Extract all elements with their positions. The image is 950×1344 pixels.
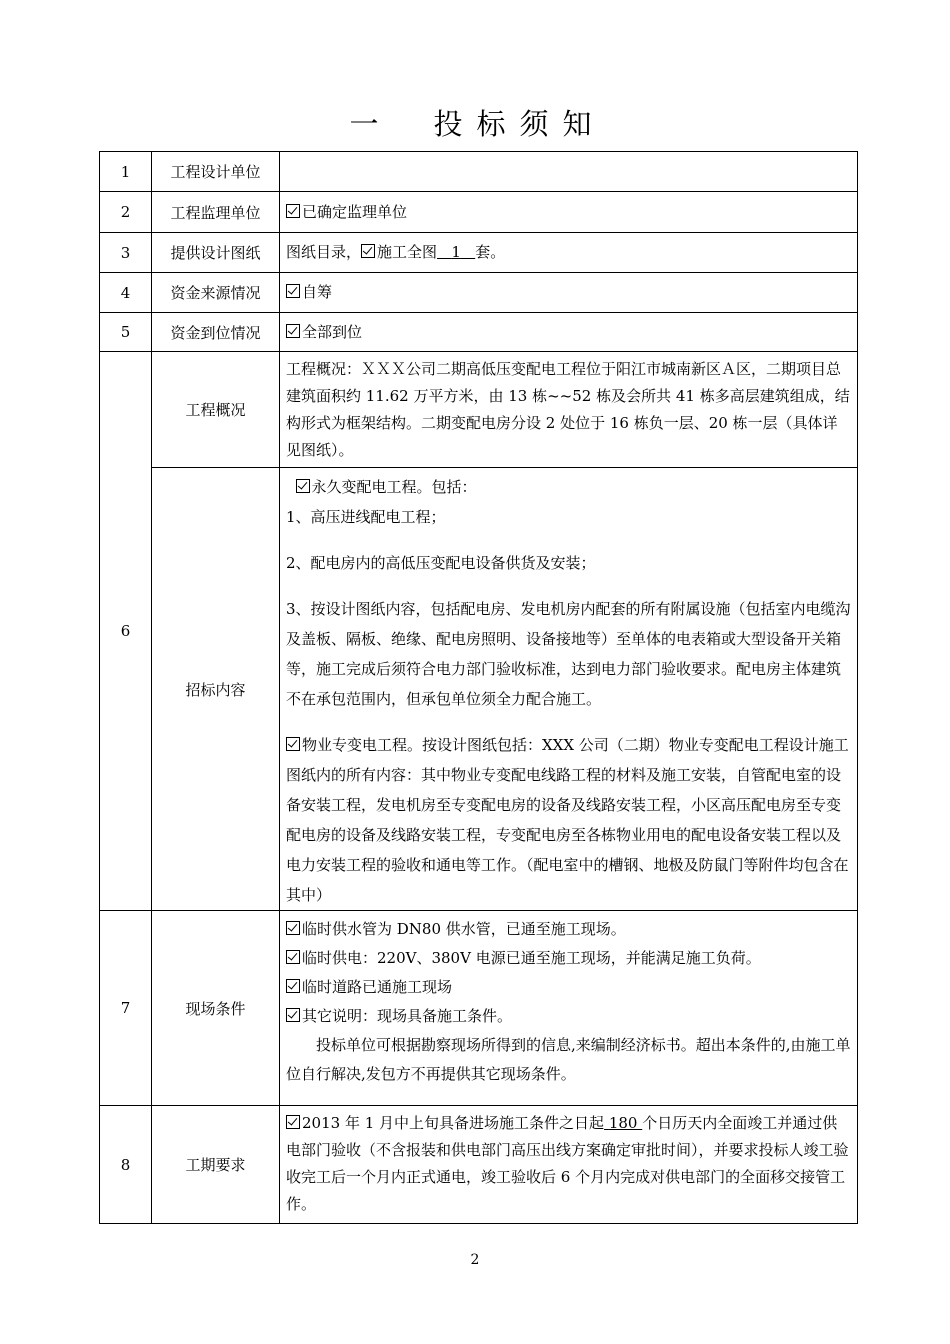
site-note: 投标单位可根据勘察现场所得到的信息,来编制经济标书。超出本条件的,由施工单位自行解决,发包方不再提供其它现场条件。: [286, 1036, 851, 1083]
drawings-prefix: 图纸目录，: [286, 243, 362, 261]
schedule-pre: 2013 年 1 月中上旬具备进场施工条件之日起: [302, 1114, 605, 1132]
table-row: [100, 273, 858, 313]
row-number: 5: [100, 313, 152, 352]
drawings-value: [280, 233, 858, 273]
checkbox-checked-icon: [286, 204, 300, 218]
title-char: 须: [519, 107, 553, 141]
scope-head-2: 物业专变电工程。按设计图纸包括：XXX 公司（二期）物业专变配电工程设计施工图纸内的所有内容：其中物业专变配电线路工程的材料及施工安装，自管配电室的设备安装工程，发电机房至专变配电房的设备及线路安装工程，小区高压配电房至专变配电房的设备及线路安装工程，专变配电房至各栋物业用电的配电设备安装工程以及电力安装工程的验收和通电等工作。（配电室中的槽钢、地极及防鼠门等附件均包含在其中）: [286, 736, 849, 904]
funding-source-text: 自筹: [302, 283, 333, 301]
title-char: 标: [476, 107, 510, 141]
scope-item-3: 3、按设计图纸内容，包括配电房、发电机房内配套的所有附属设施（包括室内电缆沟及盖板、隔板、绝缘、配电房照明、设备接地等）至单体的电表箱或大型设备开关箱等，施工完成后须符合电力部门验收标准，达到电力部门验收要求。配电房主体建筑不在承包范围内，但承包单位须全力配合施工。: [286, 600, 851, 708]
checkbox-checked-icon: [286, 284, 300, 298]
row-label: 现场条件: [152, 911, 280, 1106]
table-row: [100, 152, 858, 192]
drawings-count: 1: [451, 243, 461, 261]
scope-head-1: 永久变配电工程。包括：: [286, 472, 851, 502]
checkbox-checked-icon: [286, 1115, 300, 1129]
title-char: 投: [433, 107, 467, 141]
row-number: 3: [100, 233, 152, 273]
row-label: 资金来源情况: [152, 273, 280, 313]
checkbox-checked-icon: [286, 737, 300, 751]
table-row: [100, 911, 858, 1106]
checkbox-checked-icon: [296, 479, 310, 493]
table-row: [100, 352, 858, 468]
row-number: 2: [100, 192, 152, 233]
title-number: 一: [349, 107, 383, 141]
row-label: 招标内容: [152, 468, 280, 911]
supervision-text: 已确定监理单位: [302, 202, 408, 221]
schedule-post: 个日历天内全面竣工并通过供电部门验收（不含报装和供电部门高压出线方案确定审批时间），并要求投标人竣工验收完工后一个月内正式通电，竣工验收后 6 个月内完成对供电部门的全面移交接管工作。: [286, 1114, 849, 1213]
checkbox-checked-icon: [286, 921, 300, 935]
table-row: [100, 468, 858, 911]
checkbox-checked-icon: [286, 324, 300, 338]
site-item: 临时供水管为 DN80 供水管，已通至施工现场。: [286, 915, 851, 944]
page-title: [0, 102, 950, 143]
row-number: 8: [100, 1106, 152, 1224]
page-number: 2: [470, 1252, 480, 1268]
row-label: 提供设计图纸: [152, 233, 280, 273]
drawings-suffix: 套。: [475, 243, 506, 261]
schedule-requirement: [280, 1106, 858, 1224]
site-conditions: [280, 911, 858, 1106]
scope-item-2: 2、配电房内的高低压变配电设备供货及安装；: [286, 554, 596, 572]
row-number: 1: [100, 152, 152, 192]
row-label: 工程设计单位: [152, 152, 280, 192]
checkbox-checked-icon: [361, 244, 375, 258]
tender-scope: [280, 468, 858, 911]
bid-notice-table: [99, 151, 858, 1224]
row-label: 资金到位情况: [152, 313, 280, 352]
row-number: 4: [100, 273, 152, 313]
row-label: 工程监理单位: [152, 192, 280, 233]
table-row: [100, 313, 858, 352]
table-row: [100, 192, 858, 233]
funding-source-value: [280, 273, 858, 313]
checkbox-checked-icon: [286, 1008, 300, 1022]
site-item: 临时道路已通施工现场: [286, 973, 851, 1002]
site-item: 其它说明：现场具备施工条件。: [286, 1002, 851, 1031]
checkbox-checked-icon: [286, 979, 300, 993]
checkbox-checked-icon: [286, 950, 300, 964]
site-item: 临时供电：220V、380V 电源已通至施工现场，并能满足施工负荷。: [286, 944, 851, 973]
schedule-days: 180: [608, 1114, 638, 1132]
row-number: 6: [100, 352, 152, 911]
funding-status-text: 全部到位: [302, 322, 363, 341]
funding-status-value: [280, 313, 858, 352]
supervision-unit-value: [280, 192, 858, 233]
row-number: 7: [100, 911, 152, 1106]
row-label: 工程概况: [152, 352, 280, 468]
project-overview-text: 工程概况：ＸＸＸ公司二期高低压变配电工程位于阳江市城南新区Ａ区，二期项目总建筑面积约 11.62 万平方米，由 13 栋~~52 栋及会所共 41 栋多高层建筑组成，结构形式为框架结构。二期变配电房分设 2 处位于 16 栋负一层、20 栋一层（具体详见图纸）。: [280, 352, 858, 468]
table-row: [100, 1106, 858, 1224]
row-label: 工期要求: [152, 1106, 280, 1224]
scope-item-1: 1、高压进线配电工程；: [286, 508, 446, 526]
table-row: [100, 233, 858, 273]
title-char: 知: [562, 107, 596, 141]
design-unit-value: [280, 152, 858, 192]
drawings-item: 施工全图: [377, 243, 438, 261]
